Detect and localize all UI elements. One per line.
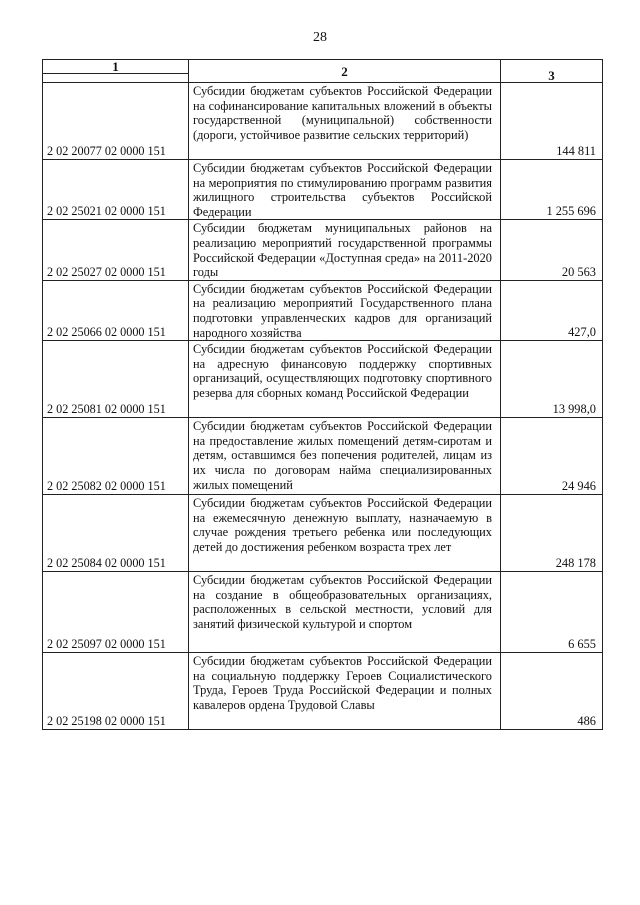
- row-amount: 427,0: [501, 280, 603, 340]
- row-code: 2 02 20077 02 0000 151: [43, 83, 189, 160]
- column-header-1: 1: [43, 60, 189, 74]
- row-code: 2 02 25027 02 0000 151: [43, 220, 189, 280]
- row-code: 2 02 25066 02 0000 151: [43, 280, 189, 340]
- column-header-2: 2: [189, 60, 501, 83]
- row-description: Субсидии бюджетам субъектов Российской Федерации на мероприятия по стимулированию программ развития жилищного строительства субъектов Российской Федерации: [189, 160, 501, 220]
- row-description: Субсидии бюджетам субъектов Российской Федерации на адресную финансовую поддержку спортивных организаций, осуществляющих подготовку спортивного резерва для сборных команд Российской Федерации: [189, 341, 501, 418]
- table-row: [43, 83, 603, 160]
- row-amount: 13 998,0: [501, 341, 603, 418]
- column-header-1-spacer: [43, 74, 189, 83]
- table-row: [43, 653, 603, 730]
- row-description: Субсидии бюджетам субъектов Российской Федерации на ежемесячную денежную выплату, назначаемую в случае рождения третьего ребенка или последующих детей до достижения ребенком возраста трех лет: [189, 495, 501, 572]
- table-row: [43, 160, 603, 220]
- table-row: [43, 280, 603, 340]
- row-description: Субсидии бюджетам субъектов Российской Федерации на создание в общеобразовательных организациях, расположенных в сельской местности, условий для занятий физической культурой и спортом: [189, 572, 501, 653]
- row-amount: 24 946: [501, 418, 603, 495]
- row-code: 2 02 25198 02 0000 151: [43, 653, 189, 730]
- table-row: [43, 220, 603, 280]
- column-header-3: 3: [501, 60, 603, 83]
- row-amount: 486: [501, 653, 603, 730]
- row-description: Субсидии бюджетам субъектов Российской Федерации на предоставление жилых помещений детям-сиротам и детям, оставшимся без попечения родителей, лицам из их числа по договорам найма специализированных жилых помещений: [189, 418, 501, 495]
- row-amount: 20 563: [501, 220, 603, 280]
- row-amount: 144 811: [501, 83, 603, 160]
- row-amount: 6 655: [501, 572, 603, 653]
- page-number: 28: [313, 30, 327, 45]
- budget-subsidies-table: [42, 59, 603, 730]
- row-description: Субсидии бюджетам субъектов Российской Федерации на софинансирование капитальных вложений в объекты государственной (муниципальной) собственности (дороги, устойчивое развитие сельских территорий): [189, 83, 501, 160]
- table-row: [43, 495, 603, 572]
- row-code: 2 02 25021 02 0000 151: [43, 160, 189, 220]
- row-code: 2 02 25082 02 0000 151: [43, 418, 189, 495]
- table-row: [43, 341, 603, 418]
- row-description: Субсидии бюджетам муниципальных районов на реализацию мероприятий государственной программы Российской Федерации «Доступная среда» на 2011-2020 годы: [189, 220, 501, 280]
- row-amount: 1 255 696: [501, 160, 603, 220]
- row-code: 2 02 25084 02 0000 151: [43, 495, 189, 572]
- row-description: Субсидии бюджетам субъектов Российской Федерации на реализацию мероприятий Государственного плана подготовки управленческих кадров для организаций народного хозяйства: [189, 280, 501, 340]
- row-amount: 248 178: [501, 495, 603, 572]
- table-row: [43, 572, 603, 653]
- table-header-row: [43, 60, 603, 74]
- table-row: [43, 418, 603, 495]
- row-code: 2 02 25097 02 0000 151: [43, 572, 189, 653]
- row-description: Субсидии бюджетам субъектов Российской Федерации на социальную поддержку Героев Социалистического Труда, Героев Труда Российской Федерации и полных кавалеров ордена Трудовой Славы: [189, 653, 501, 730]
- row-code: 2 02 25081 02 0000 151: [43, 341, 189, 418]
